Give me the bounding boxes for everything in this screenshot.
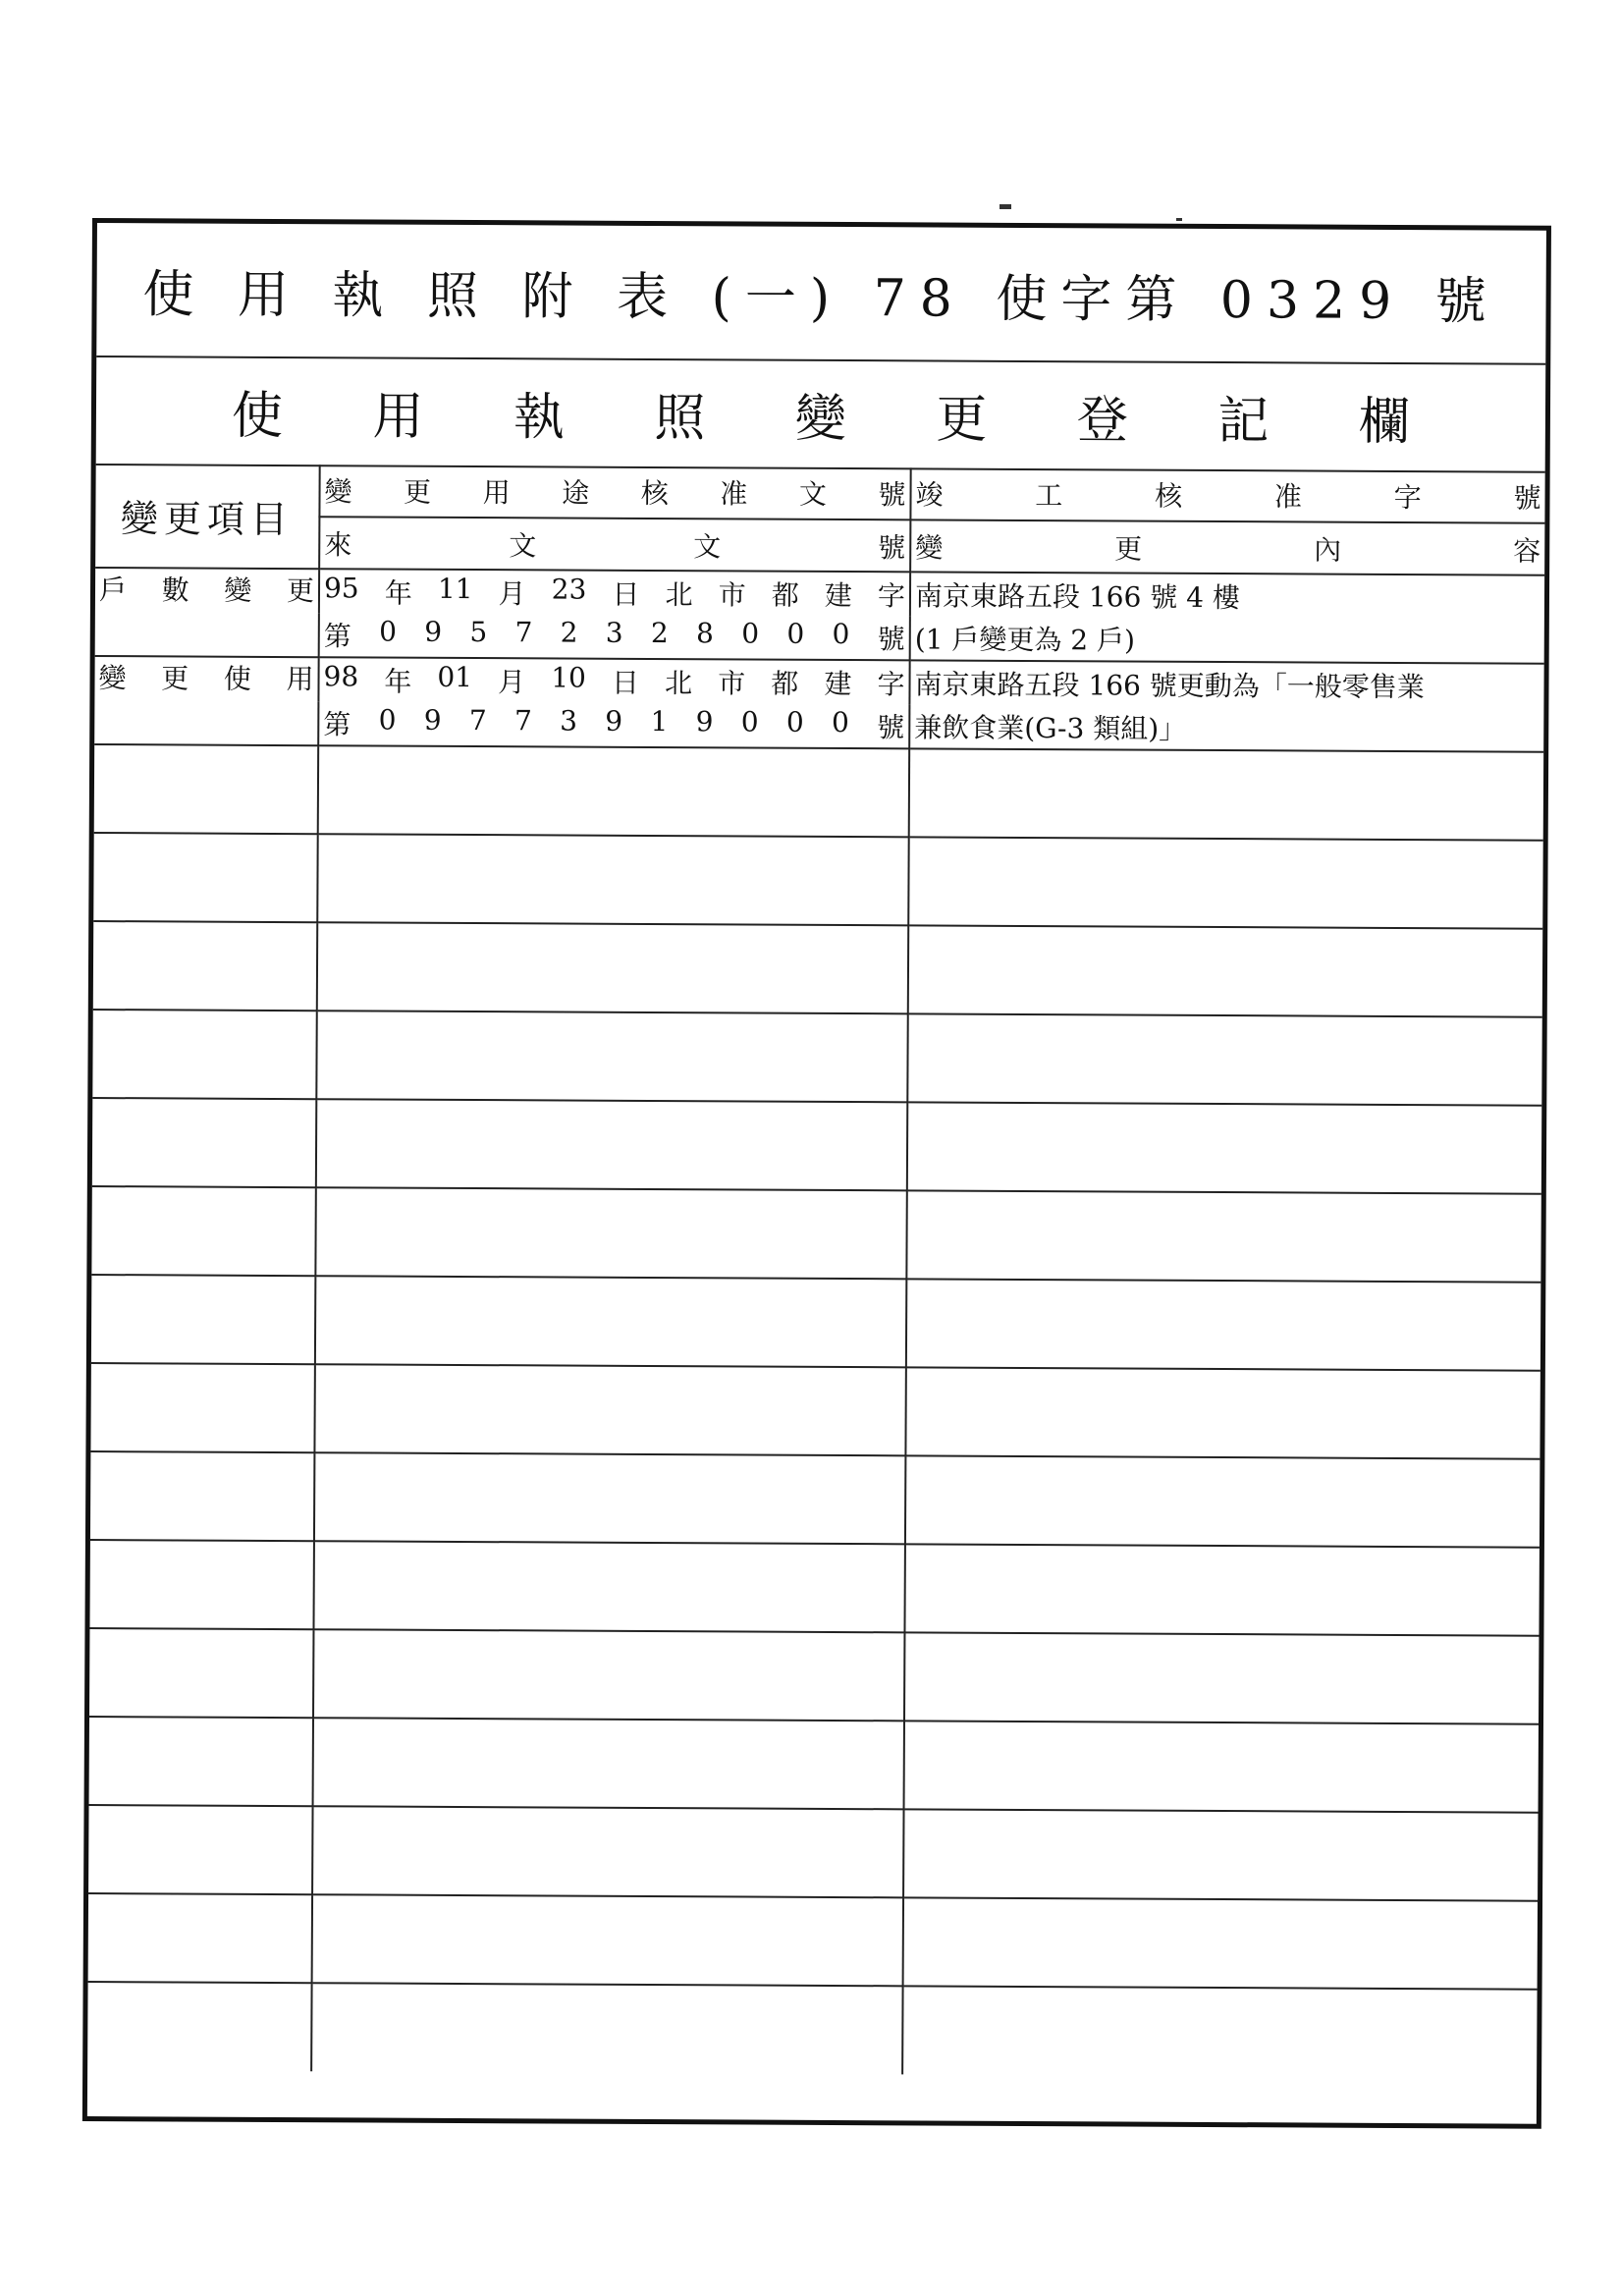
record-item-char: 數 — [161, 574, 189, 607]
empty-row — [93, 921, 1542, 1017]
record-content-line2: (1 戶變更為 2 戶) — [910, 616, 1544, 663]
record-doc-char: 9 — [424, 615, 443, 648]
empty-cell — [908, 925, 1542, 1016]
header-char: 更 — [1114, 531, 1143, 566]
empty-cell — [313, 1629, 904, 1721]
empty-cell — [907, 1013, 1541, 1105]
title-band — [96, 223, 1546, 365]
record-doc-char: 9 — [423, 703, 442, 737]
empty-cell — [87, 1982, 311, 2071]
record-content-line1: 南京東路五段 166 號 4 樓 — [910, 572, 1544, 619]
header-char: 來 — [324, 527, 352, 561]
license-appendix-sheet — [82, 218, 1551, 2129]
record-doc-line2 — [318, 701, 909, 748]
record-doc-char: 11 — [437, 572, 473, 606]
empty-cell — [903, 1809, 1538, 1900]
empty-cell — [906, 1190, 1540, 1282]
record-doc-char: 建 — [824, 667, 852, 701]
record-doc-char: 2 — [650, 616, 669, 650]
empty-cell — [313, 1541, 904, 1632]
section-title-char: 照 — [654, 388, 706, 448]
empty-cell — [90, 1363, 314, 1452]
record-doc-char: 市 — [718, 578, 746, 612]
record-doc-char: 98 — [323, 660, 359, 693]
section-title — [232, 373, 1410, 453]
empty-cell — [904, 1544, 1539, 1635]
record-doc-char: 5 — [469, 616, 488, 649]
empty-cell — [907, 1102, 1541, 1193]
record-item-label — [99, 569, 314, 609]
page-title: 使 用 執 照 附 表 (一) 78 使字第 0329 號 — [142, 265, 1500, 332]
header-char: 號 — [1513, 481, 1541, 515]
record-doc-char: 日 — [611, 666, 640, 699]
record-doc-char: 10 — [551, 661, 586, 694]
scan-speck — [1176, 218, 1182, 221]
header-char: 號 — [878, 530, 906, 564]
empty-row — [89, 1540, 1539, 1636]
empty-cell — [904, 1721, 1539, 1812]
empty-cell — [88, 1805, 312, 1894]
empty-row — [87, 1982, 1537, 2078]
record-doc-char: 號 — [877, 623, 905, 656]
record-doc-char: 2 — [560, 616, 578, 649]
empty-cell — [316, 1011, 907, 1102]
record-doc-char: 字 — [877, 579, 906, 613]
header-change-content-label — [915, 526, 1540, 569]
header-char: 准 — [720, 477, 748, 511]
record-doc-char: 都 — [771, 578, 799, 612]
empty-cell — [909, 748, 1543, 840]
record-doc-line1-text — [323, 660, 904, 702]
empty-cell — [313, 1718, 904, 1809]
section-title-char: 欄 — [1358, 392, 1410, 452]
empty-row — [94, 744, 1543, 841]
empty-row — [91, 1275, 1540, 1371]
record-doc-char: 月 — [498, 577, 526, 611]
empty-cell — [312, 1806, 903, 1897]
record-doc-char: 0 — [786, 617, 805, 650]
record-doc-char: 7 — [514, 616, 533, 649]
section-title-char: 更 — [936, 390, 988, 450]
record-doc-char: 1 — [650, 704, 669, 738]
record-item — [95, 568, 319, 657]
record-doc-char: 23 — [551, 573, 587, 606]
record-doc-char: 0 — [379, 615, 398, 648]
record-item-label — [98, 657, 313, 697]
header-item — [95, 464, 320, 569]
empty-cell — [93, 833, 317, 922]
empty-row — [88, 1805, 1538, 1901]
record-doc-char: 北 — [664, 667, 693, 700]
empty-row — [89, 1717, 1539, 1813]
record-doc-char: 0 — [832, 617, 850, 651]
empty-row — [90, 1451, 1540, 1548]
record-doc-char: 北 — [665, 578, 693, 612]
record-doc-char: 3 — [560, 704, 578, 738]
empty-row — [89, 1628, 1539, 1724]
header-char: 途 — [562, 476, 590, 510]
scan-speck — [1000, 204, 1011, 209]
record-item-char: 變 — [98, 662, 127, 695]
empty-cell — [902, 1986, 1537, 2077]
header-completion-no-label — [915, 473, 1540, 516]
header-char: 准 — [1273, 480, 1303, 514]
header-char: 工 — [1035, 479, 1063, 513]
record-doc-char: 95 — [323, 572, 359, 605]
record-doc-char: 年 — [384, 576, 412, 610]
header-char: 竣 — [915, 478, 944, 512]
header-char: 文 — [693, 529, 722, 563]
record-doc-line1 — [318, 657, 909, 704]
record-doc-char: 第 — [323, 708, 351, 741]
record-doc-char: 9 — [605, 704, 623, 738]
record-doc-char: 0 — [785, 705, 804, 738]
record-content-line1: 南京東路五段 166 號更動為「一般零售業 — [909, 660, 1543, 707]
empty-cell — [317, 922, 908, 1013]
empty-cell — [315, 1187, 906, 1279]
empty-cell — [91, 1186, 315, 1276]
record-doc-char: 日 — [612, 577, 640, 611]
section-title-char: 登 — [1076, 390, 1129, 451]
empty-row — [93, 833, 1542, 929]
empty-cell — [906, 1279, 1540, 1370]
empty-row — [92, 1098, 1541, 1194]
record-doc-char: 月 — [498, 666, 526, 699]
header-char: 變 — [324, 475, 352, 509]
record-item-char: 戶 — [98, 574, 128, 607]
section-title-char: 使 — [231, 386, 284, 446]
empty-cell — [318, 745, 909, 837]
record-row — [95, 568, 1544, 620]
record-item-char: 用 — [286, 663, 314, 696]
empty-cell — [314, 1452, 905, 1544]
record-doc-line1 — [319, 569, 910, 616]
header-approval-no-label — [324, 470, 905, 513]
record-content-line2: 兼飲食業(G-3 類組)」 — [909, 704, 1543, 751]
record-doc-char: 0 — [741, 617, 760, 650]
header-char: 變 — [915, 530, 944, 565]
empty-cell — [314, 1364, 905, 1455]
record-doc-char: 7 — [513, 704, 532, 738]
record-doc-char: 字 — [877, 668, 905, 701]
header-source-no — [319, 517, 910, 572]
record-item-char: 變 — [224, 574, 252, 607]
empty-cell — [311, 1983, 902, 2074]
record-item-char: 使 — [223, 662, 251, 695]
record-doc-char: 市 — [718, 667, 746, 700]
header-char: 文 — [509, 528, 537, 562]
empty-cell — [89, 1717, 313, 1806]
section-title-char: 記 — [1217, 391, 1270, 451]
empty-cell — [90, 1451, 314, 1541]
header-char: 文 — [798, 477, 828, 511]
record-doc-char: 3 — [605, 616, 623, 649]
empty-cell — [312, 1894, 903, 1986]
record-doc-line1-text — [324, 572, 905, 614]
header-row — [95, 464, 1544, 523]
header-item-label: 變更項目 — [120, 497, 295, 542]
empty-cell — [905, 1455, 1540, 1547]
record-item-char: 更 — [286, 574, 315, 608]
header-char: 容 — [1513, 534, 1541, 568]
empty-cell — [89, 1540, 313, 1629]
header-char: 內 — [1314, 533, 1342, 567]
record-doc-char: 年 — [384, 665, 412, 698]
empty-cell — [91, 1275, 315, 1364]
record-doc-char: 8 — [696, 617, 715, 650]
record-doc-char: 第 — [323, 620, 351, 653]
empty-row — [88, 1893, 1538, 1990]
record-item-char: 更 — [161, 662, 189, 695]
empty-cell — [89, 1628, 313, 1718]
empty-cell — [93, 921, 317, 1011]
record-doc-char: 號 — [877, 711, 905, 744]
header-char: 核 — [1155, 479, 1183, 513]
record-doc-char: 都 — [771, 667, 799, 700]
section-title-char: 變 — [794, 389, 847, 449]
empty-row — [92, 1010, 1541, 1106]
empty-cell — [905, 1367, 1540, 1458]
record-doc-char: 建 — [824, 578, 852, 613]
section-title-band — [96, 355, 1546, 473]
header-source-no-label — [324, 523, 905, 566]
record-doc-char: 7 — [468, 704, 487, 738]
section-title-char: 用 — [372, 386, 424, 447]
header-change-content — [910, 519, 1544, 574]
empty-cell — [88, 1893, 312, 1983]
record-row — [94, 656, 1543, 708]
record-doc-char: 01 — [437, 660, 473, 694]
empty-cell — [903, 1897, 1538, 1989]
record-doc-char: 0 — [740, 705, 759, 738]
record-doc-char: 9 — [695, 705, 714, 738]
empty-cell — [317, 834, 908, 925]
empty-row — [90, 1363, 1540, 1459]
record-doc-line2 — [319, 613, 910, 660]
header-char: 核 — [640, 476, 669, 511]
empty-cell — [904, 1632, 1539, 1723]
record-doc-char: 0 — [378, 703, 397, 737]
empty-cell — [316, 1099, 907, 1190]
empty-cell — [92, 1010, 316, 1099]
header-approval-no — [319, 465, 910, 519]
record-doc-char: 0 — [831, 705, 849, 739]
empty-cell — [315, 1276, 906, 1367]
empty-cell — [908, 837, 1542, 928]
empty-cell — [92, 1098, 316, 1187]
record-item — [94, 656, 318, 745]
header-char: 號 — [878, 478, 906, 512]
record-doc-line2-text — [324, 615, 905, 657]
change-register-table — [87, 464, 1545, 2078]
header-char: 字 — [1393, 480, 1422, 515]
header-char: 用 — [482, 476, 511, 510]
section-title-char: 執 — [513, 387, 566, 448]
header-completion-no — [910, 467, 1544, 522]
record-doc-line2-text — [323, 703, 904, 745]
header-char: 更 — [404, 475, 432, 509]
empty-cell — [94, 744, 318, 834]
empty-row — [91, 1186, 1540, 1283]
